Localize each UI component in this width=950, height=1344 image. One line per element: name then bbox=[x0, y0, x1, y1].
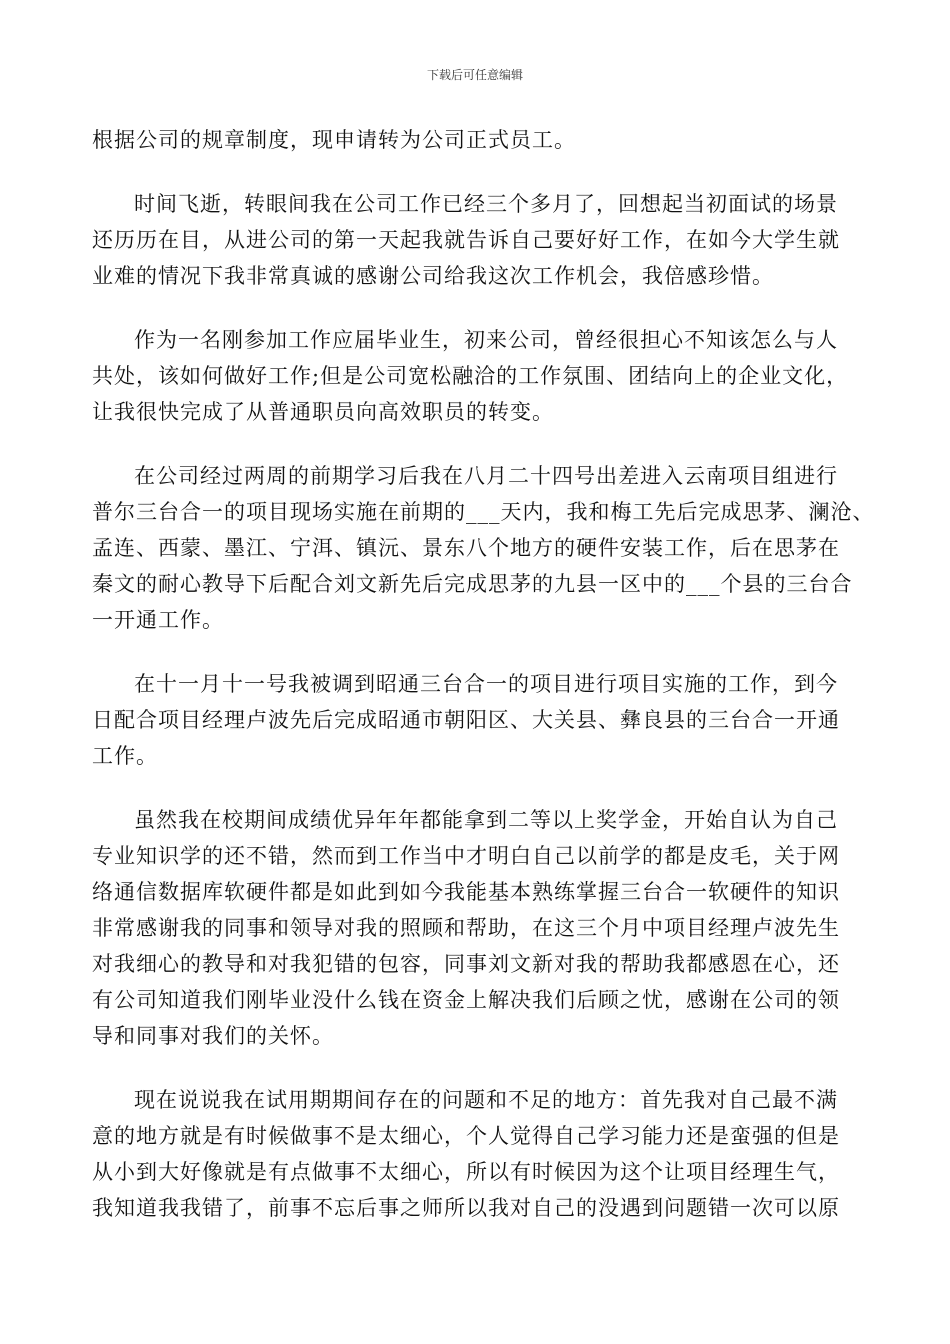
text-line: 共处，该如何做好工作;但是公司宽松融洽的工作氛围、团结向上的企业文化， bbox=[92, 364, 849, 388]
text-line: 导和同事对我们的关怀。 bbox=[92, 1024, 334, 1048]
text-line: 专业知识学的还不错，然而到工作当中才明白自己以前学的都是皮毛，关于网 bbox=[92, 844, 840, 868]
text-line: 我知道我我错了，前事不忘后事之师所以我对自己的没遇到问题错一次可以原 bbox=[92, 1196, 840, 1220]
text-line: 有公司知道我们刚毕业没什么钱在资金上解决我们后顾之忧，感谢在公司的领 bbox=[92, 988, 840, 1012]
paragraph-3 bbox=[92, 322, 862, 430]
text-line: 业难的情况下我非常真诚的感谢公司给我这次工作机会，我倍感珍惜。 bbox=[92, 264, 774, 288]
text-line: 作为一名刚参加工作应届毕业生，初来公司，曾经很担心不知该怎么与人 bbox=[134, 328, 838, 352]
text-line: 非常感谢我的同事和领导对我的照顾和帮助，在这三个月中项目经理卢波先生 bbox=[92, 916, 840, 940]
paragraph-5 bbox=[92, 666, 862, 774]
paragraph-2 bbox=[92, 186, 862, 294]
document-body bbox=[92, 122, 875, 1254]
text-line: 对我细心的教导和对我犯错的包容，同事刘文新对我的帮助我都感恩在心，还 bbox=[92, 952, 840, 976]
text-line: 络通信数据库软硬件都是如此到如今我能基本熟练掌握三台合一软硬件的知识 bbox=[92, 880, 840, 904]
text-line: 日配合项目经理卢波先后完成昭通市朝阳区、大关县、彝良县的三台合一开通 bbox=[92, 708, 840, 732]
paragraph-7 bbox=[92, 1082, 862, 1226]
text-line: 在公司经过两周的前期学习后我在八月二十四号出差进入云南项目组进行 bbox=[134, 464, 838, 488]
text-line: 现在说说我在试用期期间存在的问题和不足的地方：首先我对自己最不满 bbox=[134, 1088, 838, 1112]
text-line: 让我很快完成了从普通职员向高效职员的转变。 bbox=[92, 400, 554, 424]
text-line: 秦文的耐心教导下后配合刘文新先后完成思茅的九县一区中的___个县的三台合 bbox=[92, 572, 853, 596]
paragraph-6 bbox=[92, 802, 862, 1054]
text-line: 工作。 bbox=[92, 744, 158, 768]
text-line: 一开通工作。 bbox=[92, 608, 224, 632]
text-line: 根据公司的规章制度，现申请转为公司正式员工。 bbox=[92, 128, 576, 152]
text-line: 意的地方就是有时候做事不是太细心，个人觉得自己学习能力还是蛮强的但是 bbox=[92, 1124, 840, 1148]
text-line: 普尔三台合一的项目现场实施在前期的___天内，我和梅工先后完成思茅、澜沧、 bbox=[92, 500, 875, 524]
text-line: 从小到大好像就是有点做事不太细心，所以有时候因为这个让项目经理生气， bbox=[92, 1160, 840, 1184]
text-line: 还历历在目，从进公司的第一天起我就告诉自己要好好工作，在如今大学生就 bbox=[92, 228, 840, 252]
text-line: 孟连、西蒙、墨江、宁洱、镇沅、景东八个地方的硬件安装工作，后在思茅在 bbox=[92, 536, 840, 560]
text-line: 虽然我在校期间成绩优异年年都能拿到二等以上奖学金，开始自认为自己 bbox=[134, 808, 838, 832]
paragraph-4 bbox=[92, 458, 875, 638]
text-line: 在十一月十一号我被调到昭通三台合一的项目进行项目实施的工作，到今 bbox=[134, 672, 838, 696]
paragraph-1 bbox=[92, 122, 862, 158]
page-header: 下载后可任意编辑 bbox=[426, 68, 523, 82]
text-line: 时间飞逝，转眼间我在公司工作已经三个多月了，回想起当初面试的场景 bbox=[134, 192, 838, 216]
